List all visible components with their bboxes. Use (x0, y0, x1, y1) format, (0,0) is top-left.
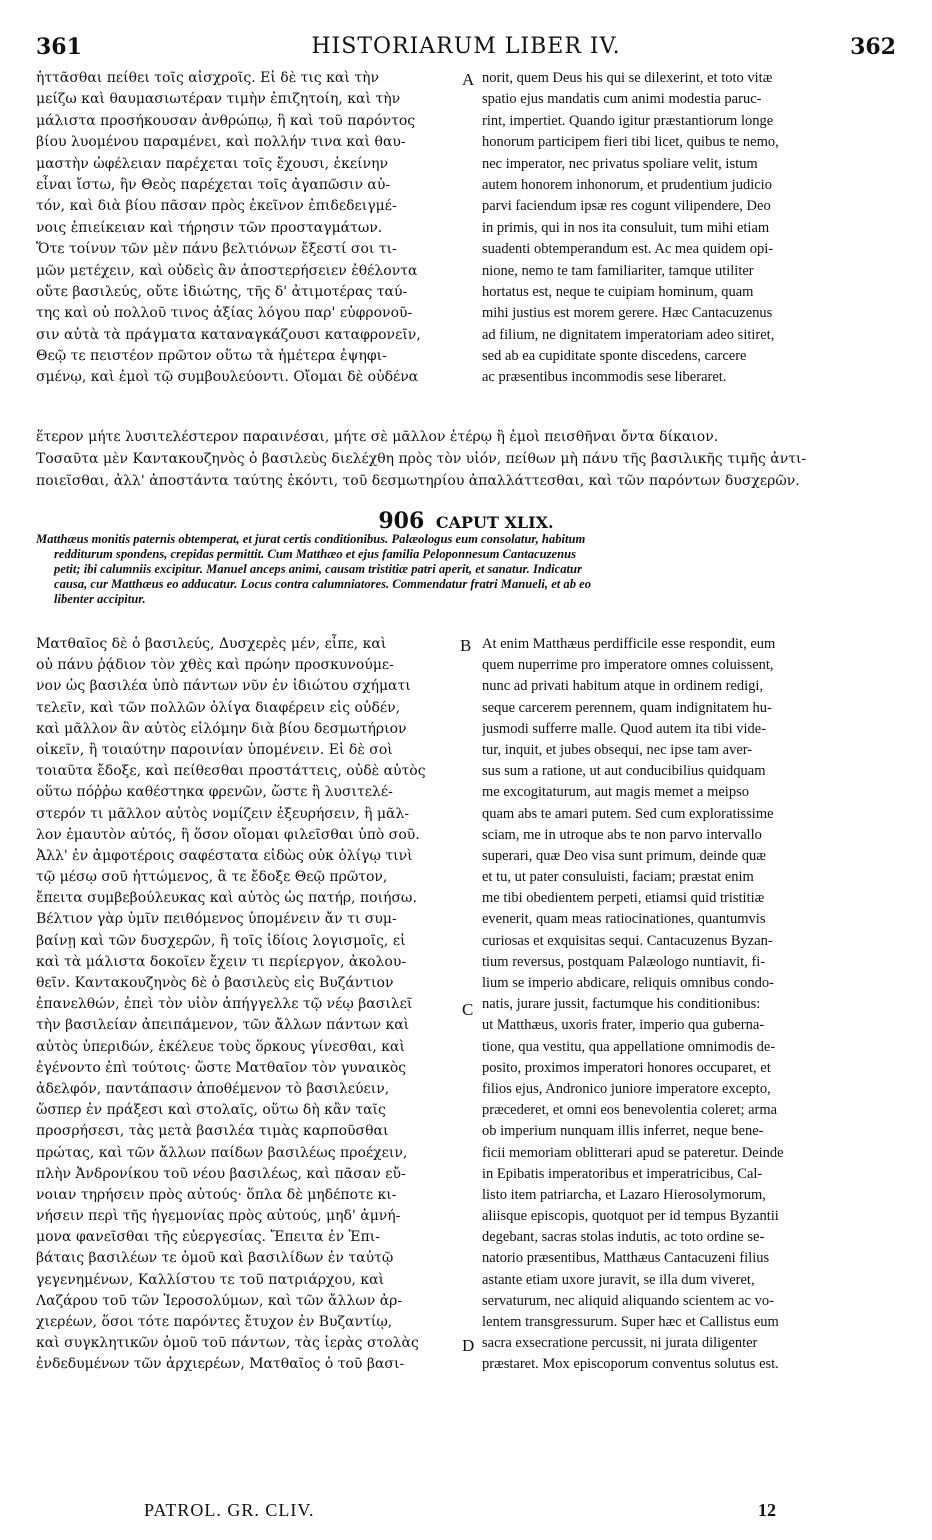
greek-line: μῶν μετέχειν, καὶ οὐδεὶς ἂν ἀποστερήσειεν ἐθέλοντα (36, 262, 418, 279)
section-marker-c: C (462, 1000, 474, 1019)
latin-line: aliisque episcopis, quotquot per id tempus Byzantii (482, 1208, 779, 1225)
greek-line: νον ὡς βασιλέα ὑπὸ πάντων νῦν ἐν ἰδιώτου σχήματι (36, 678, 411, 695)
greek-line: μονα φανεῖσθαι τῆς εὐεργεσίας. Ἔπειτα ἐν Ἐπι- (36, 1229, 380, 1246)
latin-line: ob imperium nunquam illis inferret, neque bene- (482, 1123, 764, 1140)
section-marker-d: D (462, 1336, 475, 1355)
latin-line: ad filium, ne dignitatem imperatoriam adeo sitiret, (482, 326, 775, 343)
greek-line: νοις ἐπιείκειαν καὶ τήρησιν τῶν προσταγμάτων. (36, 219, 383, 236)
greek-line: μάλιστα προσήκουσαν ἀνθρώπῳ, ἣ καὶ τοῦ παρόντος (36, 112, 416, 129)
chapter-heading (0, 508, 932, 534)
latin-line: At enim Matthæus perdifficile esse respondit, eum (482, 636, 776, 652)
latin-line: me tibi obedientem perpeti, etiamsi quid tristitiæ (482, 890, 765, 907)
greek-line: εἶναι ἴστω, ἣν Θεὸς παρέχεται τοῖς ἀγαπῶσιν αὐ- (36, 176, 391, 193)
latin-line: præstaret. Mox episcoporum conventus solutus est. (482, 1356, 779, 1373)
latin-line: rint, impertiet. Quando igitur præstantiorum longe (482, 112, 774, 129)
greek-line: τοιαῦτα ἔδοξε, καὶ πείθεσθαι προστάττεις, οὐδὲ αὐτὸς (36, 763, 426, 780)
latin-line: quam abs te amari putem. Sed cum exploratissime (482, 805, 774, 822)
summary-line: causa, cur Matthæus eo adducatur. Locus contra calumniatores. Commendatur fratri Manueli, et ab eo (54, 577, 592, 591)
latin-line: sacra exsecratione percussit, ni jurata diligenter (482, 1335, 758, 1352)
latin-line: nunc ad privati habitum atque in ordinem redigi, (482, 678, 764, 695)
latin-line: natis, jurare jussit, factumque his conditionibus: (482, 996, 761, 1013)
latin-line: suadenti obtemperandum est. Ac mea quidem opi- (482, 241, 774, 258)
latin-line: tur, inquit, et jubes obsequi, nec ipse tam aver- (482, 741, 753, 758)
full-width-greek-text (36, 426, 896, 492)
greek-line: καὶ τὰ μάλιστα δοκοῖεν ἔχειν τι περίεργον, ἀκολου- (36, 953, 407, 970)
chapter-summary (36, 532, 896, 607)
latin-line: seque carcerem perennem, quam indignitatem hu- (482, 699, 772, 716)
latin-line: lium se imperio abdicare, reliquis omnibus condo- (482, 975, 774, 991)
latin-line: spatio ejus mandatis cum animi modestia paruc- (482, 91, 762, 108)
collection-signature: PATROL. GR. CLIV. (144, 1500, 315, 1520)
greek-line: Ὅτε τοίνυν τῶν μὲν πάνυ βελτιόνων ἔξεστί σοι τι- (36, 241, 397, 258)
latin-line: in Epibatis imperatoribus et imperatricibus, Cal- (482, 1165, 763, 1182)
latin-line: jusmodi sufferre malle. Quod autem ita tibi vide- (482, 720, 767, 737)
section-marker-a: A (462, 70, 475, 89)
greek-line: νήσειν περὶ τῆς ἡγεμονίας πρὸς αὐτούς, μηδ' ἀμνή- (36, 1208, 401, 1225)
greek-line: χιερέων, ὅσοι τότε παρόντες ἔτυχον ἐν Βυζαντίῳ, (36, 1314, 393, 1330)
greek-line: ἕτερον μήτε λυσιτελέστερον παραινέσαι, μήτε σὲ μᾶλλον ἑτέρῳ ἢ ἐμοὶ πεισθῆναι ὄντα δίκαιον. (36, 429, 719, 445)
latin-line: quem nuperrime pro imperatore omnes coluissent, (482, 657, 774, 674)
summary-line: Matthæus monitis paternis obtemperat, et jurat certis conditionibus. Palæologus eum consolatur, habitum (36, 532, 586, 546)
greek-line: ποιεῖσθαι, ἀλλ' ἀποστάντα ταύτης ἐκόντι, τοῦ δεσμωτηρίου ἀπαλλάττεσθαι, καὶ τῶν παρόντων δυσχερῶν. (36, 473, 800, 489)
latin-line: posito, proximos imperatori honores occuparet, et (482, 1059, 771, 1076)
greek-line: πρώτας, καὶ τῶν ἄλλων παίδων βασιλέως προέχειν, (36, 1144, 408, 1161)
latin-line: nec imperator, nec privatus spoliare velit, istum (482, 155, 758, 172)
greek-line: οἰκεῖν, ἢ τοιαύτην παροινίαν ὑπομένειν. Εἰ δὲ σοὶ (36, 741, 393, 758)
latin-line: parvi faciendum ipsæ res cogunt vilipendere, Deo (482, 198, 771, 215)
latin-line: nione, nemo te tam familiariter, tamque utiliter (482, 262, 754, 279)
latin-line: filios ejus, Andronico juniore imperatore excepto, (482, 1080, 771, 1097)
greek-line: Τοσαῦτα μὲν Καντακουζηνὸς ὁ βασιλεὺς διελέχθη πρὸς τὸν υἱόν, πείθων μὴ πάνυ τῆς βασιλικῆς τιμῆς ἀντι- (36, 451, 807, 467)
greek-line: ἔπειτα συμβεβούλευκας καὶ αὐτὸς ὡς πατήρ, ποιήσω. (36, 890, 417, 907)
summary-line: petit; ibi calumniis excipitur. Manuel anceps animi, causam tristitiæ patri aperit, et sanatur. Indicatur (54, 562, 582, 576)
latin-line: mihi justius est morem gerere. Hæc Cantacuzenus (482, 305, 773, 322)
latin-line: listo item patriarcha, et Lazaro Hierosolymorum, (482, 1186, 766, 1203)
greek-line: ἡττᾶσθαι πείθει τοῖς αἰσχροῖς. Εἰ δὲ τις καὶ τὴν (36, 70, 379, 86)
latin-line: degebant, sacras stolas indutis, ac toto ordine se- (482, 1229, 765, 1246)
greek-line: της καὶ οὐ πολλοῦ τινος ἀξίας λόγου παρ' εὐφρονοῦ- (36, 305, 413, 322)
page-number-left: 361 (36, 34, 82, 60)
greek-line: προσρήσεσι, τὰς μετὰ βασιλέα τιμὰς καρποῦσθαι (36, 1123, 389, 1140)
latin-line: in primis, qui in nos ita consuluit, tum mihi etiam (482, 219, 770, 236)
greek-line: βαίνῃ καὶ τῶν δυσχερῶν, ἢ τοῖς ἰδίοις λογισμοῖς, εἰ (36, 932, 406, 949)
summary-line: libenter accipitur. (54, 592, 146, 606)
latin-line: et tu, ut pater consuluisti, faciam; præstat enim (482, 869, 754, 886)
greek-line: Ματθαῖος δὲ ὁ βασιλεύς, Δυσχερὲς μέν, εἶπε, καὶ (36, 636, 387, 652)
running-title: HISTORIARUM LIBER IV. (311, 34, 621, 59)
latin-line: ac præsentibus incommodis sese liberaret. (482, 369, 727, 386)
greek-line: οὔτε βασιλεύς, οὔτε ἰδιώτης, τῆς δ' ἀτιμοτέρας ταύ- (36, 283, 408, 300)
greek-line: οὐ πάνυ ῥᾴδιον τὸν χθὲς καὶ πρώην προσκυνούμε- (36, 657, 394, 674)
greek-line: γεγενημένων, Καλλίστου τε τοῦ πατριάρχου, καὶ (36, 1271, 385, 1288)
greek-line: τελεῖν, καὶ τῶν πολλῶν ὀλίγα διαφέρειν εἰς οὐδέν, (36, 699, 401, 716)
greek-line: Ἀλλ' ἐν ἀμφοτέροις σαφέστατα εἰδὼς οὐκ ὀλίγῳ τινὶ (36, 847, 413, 864)
latin-line: superari, quæ Deo visa sunt primum, deinde quæ (482, 847, 766, 864)
latin-line: sus sum a ratione, ut aut conducibilius quidquam (482, 763, 766, 780)
greek-line: λον ἐμαυτὸν αὐτός, ἢ ὅσον οἴομαι φιλεῖσθαι ὑπὸ σοῦ. (36, 826, 420, 843)
latin-line: ut Matthæus, uxoris frater, imperio qua guberna- (482, 1017, 765, 1034)
latin-line: sciam, me in utroque abs te non parvo intervallo (482, 826, 762, 843)
bottom-greek-column (36, 634, 460, 1376)
greek-line: σμένῳ, καὶ ἐμοὶ τῷ συμβουλεύοντι. Οἴομαι δὲ οὐδένα (36, 369, 419, 386)
latin-line: me excogitaturum, aut magis memet a meipso (482, 784, 749, 801)
latin-line: autem honorem inhonorum, et prudentium judicio (482, 176, 772, 193)
latin-line: servaturum, nec aliquid aliquando scientem ac vo- (482, 1292, 774, 1309)
greek-line: οὕτω πόῤῥω καθέστηκα φρενῶν, ὥστε ἢ λυσιτελέ- (36, 784, 393, 801)
greek-line: καὶ μᾶλλον ἂν αὐτὸς εἱλόμην διὰ βίου δεσμωτήριον (36, 720, 407, 737)
greek-line: βίου λυομένου παραμένει, καὶ πολλήν τινα καὶ θαυ- (36, 134, 406, 151)
running-header (36, 34, 896, 64)
latin-line: hortatus est, neque te cuipiam hominum, quam (482, 283, 754, 300)
page-number-right: 362 (850, 34, 896, 60)
column-number: 906 (378, 508, 425, 534)
page-footer (36, 1500, 896, 1528)
section-marker-b: B (460, 636, 472, 655)
latin-line: lentem transgressurum. Super hæc et Callistus eum (482, 1314, 779, 1330)
greek-line: Θεῷ τε πειστέον πρῶτον οὕτω τὰ ἡμέτερα ἐψηφι- (36, 348, 387, 365)
latin-line: curiosas et exquisitas sequi. Cantacuzenus Byzan- (482, 932, 773, 949)
greek-line: ὥσπερ ἐν πράξεσι καὶ στολαῖς, οὕτω δὴ κἂν ταῖς (36, 1102, 386, 1119)
greek-line: Βέλτιον γὰρ ὑμῖν πειθόμενος ὑπομένειν ἄν τι συμ- (36, 911, 397, 928)
greek-line: αὐτὸς ὑπεριδών, ἐκέλευε τοὺς ὅρκους γίνεσθαι, καὶ (36, 1038, 405, 1055)
chapter-title: CAPUT XLIX. (435, 513, 554, 532)
summary-line: redditurum spondens, crepidas permittit. Cum Matthæo et ejus familia Peloponnesum Cantacuzenus (54, 547, 577, 561)
greek-line: τόν, καὶ διὰ βίου πᾶσαν πρὸς ἐκεῖνον ἐπιδεδειγμέ- (36, 198, 397, 215)
greek-line: μείζω καὶ θαυμασιωτέραν τιμὴν ἐπιζητοίη, καὶ τὴν (36, 91, 401, 108)
greek-line: νοιαν τηρήσειν πρὸς αὐτούς· ὅπλα δὲ μηδέποτε κι- (36, 1186, 397, 1203)
top-greek-column (36, 68, 466, 389)
top-latin-column (482, 68, 896, 389)
latin-line: tium reversus, postquam Palæologo nuntiavit, fi- (482, 953, 766, 970)
greek-line: βάταις βασιλέων τε ὁμοῦ καὶ βασιλίδων ἐν ταὐτῷ (36, 1250, 394, 1267)
latin-line: ficii memoriam oblitterari apud se pateretur. Deinde (482, 1144, 784, 1161)
greek-line: ἐγένοντο ἐπὶ τούτοις· ὥστε Ματθαῖον τὸν γυναικὸς (36, 1059, 407, 1076)
latin-line: tione, qua vestitu, qua appellatione omnimodis de- (482, 1038, 776, 1055)
latin-line: astante etiam uxore juravit, se illa dum viveret, (482, 1271, 755, 1288)
greek-line: μαστὴν ὠφέλειαν παρέχεται τοῖς ἔχουσι, ἐκείνην (36, 155, 388, 172)
greek-line: καὶ συγκλητικῶν ὁμοῦ τοῦ πάντων, τὰς ἱερὰς στολὰς (36, 1335, 419, 1352)
greek-line: τὴν βασιλείαν ἀπειπάμενον, τῶν ἄλλων πάντων καὶ (36, 1017, 410, 1034)
latin-line: natorio præsentibus, Matthæus Cantacuzeni filius (482, 1250, 770, 1267)
signature-number: 12 (758, 1500, 776, 1520)
latin-line: norit, quem Deus his qui se dilexerint, et toto vitæ (482, 70, 773, 86)
greek-line: ἐνδεδυμένων τῶν ἀρχιερέων, Ματθαῖος ὁ τοῦ βασι- (36, 1356, 405, 1373)
greek-line: πλὴν Ἀνδρονίκου τοῦ νέου βασιλέως, καὶ πᾶσαν εὔ- (36, 1165, 406, 1182)
greek-line: στερόν τι μᾶλλον αὐτὸς νομίζειν ἐξευρήσειν, ἢ μᾶλ- (36, 805, 410, 822)
latin-line: sed ab ea cupiditate sponte discedens, carcere (482, 348, 747, 365)
greek-line: τῷ μέσῳ σοῦ ἡττώμενος, ἃ τε ἔδοξε Θεῷ πρῶτον, (36, 869, 388, 886)
greek-line: ἀδελφόν, παντάπασιν ἀποθέμενον τὸ βασιλεύειν, (36, 1080, 390, 1097)
latin-line: honorum participem fieri tibi licet, quibus te nemo, (482, 134, 779, 151)
greek-line: ἐπανελθών, ἐπεὶ τὸν υἱὸν ἀπήγγελλε τῷ νέῳ βασιλεῖ (36, 996, 413, 1013)
latin-line: evenerit, quam meas ratiocinationes, quantumvis (482, 911, 766, 928)
greek-line: θεῖν. Καντακουζηνὸς δὲ ὁ βασιλεὺς εἰς Βυζάντιον (36, 975, 394, 991)
bottom-latin-column (482, 634, 896, 1376)
greek-line: Λαζάρου τοῦ τῶν Ἱεροσολύμων, καὶ τῶν ἄλλων ἀρ- (36, 1292, 403, 1309)
greek-line: σιν αὐτὰ τὰ πράγματα καταναγκάζουσι καταφρονεῖν, (36, 326, 421, 343)
latin-line: præcederet, et omni eos benevolentia coleret; arma (482, 1102, 778, 1119)
